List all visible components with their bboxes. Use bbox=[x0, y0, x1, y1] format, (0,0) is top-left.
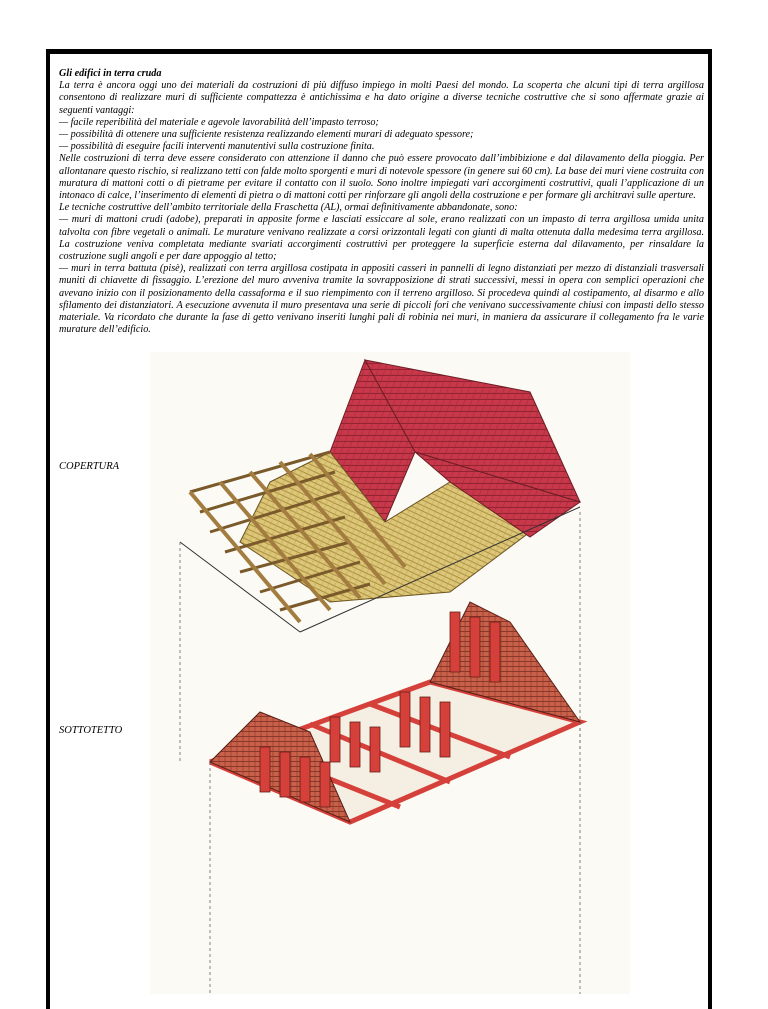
article-title: Gli edifici in terra cruda bbox=[59, 68, 162, 79]
label-copertura: COPERTURA bbox=[59, 461, 120, 472]
advantage-item: — facile reperibilità del materiale e agevole lavorabilità dell’impasto terroso; bbox=[59, 116, 379, 128]
technique-pise: — muri in terra battuta (pisè), realizzati con terra argillosa costipata in appositi casseri in pannelli di legno distanziati per mezzo di distanziali trasversali muniti di chiavette di fissaggio. L’erezione del muro avveniva tramite la sovrapposizione di strati successivi, messi in opera con semplici operazioni che avevano inizio con il posizionamento della cassaforma e il suo riempimento con il terreno argilloso. Si procedeva quindi al costipamento, al disarmo e allo sfilamento dei distanziatori. A esecuzione avvenuta il muro presentava una serie di piccoli fori che venivano successivamente chiusi con impasti dello stesso materiale. Va ricordato che durante la fase di getto venivano inseriti lunghi pali di robinia nei muri, in maniera da assicurare il collegamento fra le varie murature dell’edificio. bbox=[59, 263, 704, 336]
article-body bbox=[59, 68, 704, 336]
techniques-intro: Le tecniche costruttive dell’ambito territoriale della Fraschetta (AL), ormai definitivamente abbandonate, sono: bbox=[59, 202, 518, 214]
advantage-item: — possibilità di ottenere una sufficiente resistenza realizzando elementi murari di adeguato spessore; bbox=[59, 129, 474, 141]
advantage-item: — possibilità di eseguire facili interventi manutentivi sulla costruzione finita. bbox=[59, 141, 375, 153]
label-sottotetto: SOTTOTETTO bbox=[59, 725, 123, 736]
intro-paragraph: La terra è ancora oggi uno dei materiali da costruzioni di più diffuso impiego in molti Paesi del mondo. La scoperta che alcuni tipi di terra argillosa consentono di realizzare muri di sufficiente compattezza è antichissima e ha dato origine a diverse tecniche costruttive che si sono affermate grazie ai seguenti vantaggi: bbox=[59, 80, 704, 116]
technique-adobe: — muri di mattoni crudi (adobe), preparati in apposite forme e lasciati essiccare al sole, erano realizzati con un impasto di terra argillosa umida unita talvolta con fibre vegetali o animali. Le murature venivano realizzate a corsi orizzontali legati con giunti di malta ottenuta dalla medesima terra argillosa. La costruzione veniva completata mediante svariati accorgimenti costruttivi per proteggere la superficie esterna dal dilavamento, per rinsaldare la costruzione sugli angoli e per dare appoggio al tetto; bbox=[59, 214, 704, 263]
rain-protection-paragraph: Nelle costruzioni di terra deve essere considerato con attenzione il danno che può essere provocato dall’imbibizione e dal dilavamento della pioggia. Per allontanare questo rischio, si realizzano tetti con falde molto sporgenti e muri di notevole spessore (in genere sui 60 cm). La base dei muri viene costruita con muratura di mattoni cotti o di pietrame per evitare il contatto con il suolo. Sono inoltre impiegati vari accorgimenti costruttivi, quali l’applicazione di un intonaco di calce, l’inserimento di elementi di pietra o di mattoni cotti per rinforzare gli angoli della costruzione e per formare gli architravi sulle aperture. bbox=[59, 153, 704, 202]
exploded-axonometric-drawing bbox=[150, 352, 630, 994]
